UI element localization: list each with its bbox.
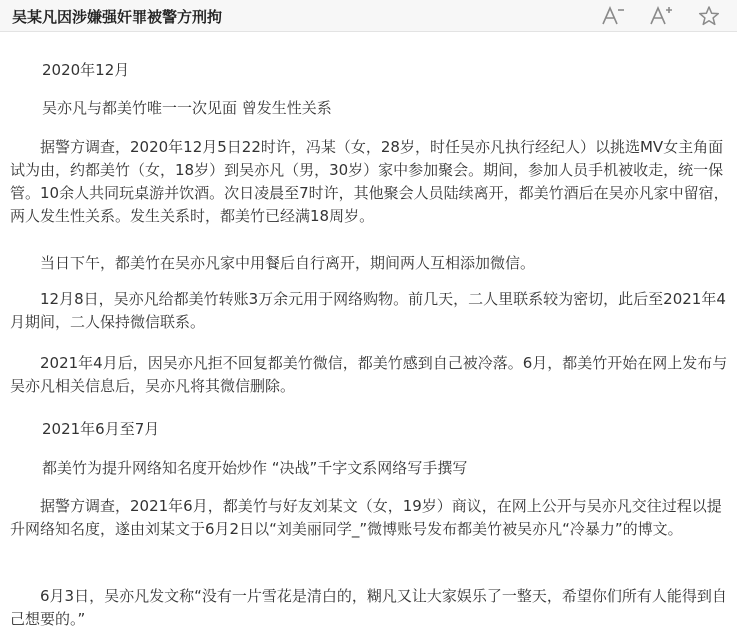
toolbar [599,4,723,28]
section-subtitle: 吴亦凡与都美竹唯一一次见面 曾发生性关系 [42,99,332,117]
section-subtitle: 都美竹为提升网络知名度开始炒作 “决战”千字文系网络写手撰写 [42,459,468,477]
section-date: 2020年12月 [42,61,130,79]
star-icon[interactable] [695,4,723,28]
paragraph: 12月8日，吴亦凡给都美竹转账3万余元用于网络购物。前几天，二人里联系较为密切，此后至2021年4月期间，二人保持微信联系。 [10,290,726,331]
paragraph: 6月3日，吴亦凡发文称“没有一片雪花是清白的，糊凡又让大家娱乐了一整天，希望你们所有人能得到自己想要的。” [10,587,727,628]
paragraph: 据警方调查，2020年12月5日22时许，冯某（女，28岁，时任吴亦凡执行经纪人）以挑选MV女主角面试为由，约都美竹（女，18岁）到吴亦凡（男，30岁）家中参加聚会。期间，参加人员手机被收走，统一保管。10余人共同玩桌游并饮酒。次日凌晨至7时许，其他聚会人员陆续离开，都美竹酒后在吴亦凡家中留宿，两人发生性关系。发生关系时，都美竹已经满18周岁。 [10,138,729,225]
paragraph: 当日下午，都美竹在吴亦凡家中用餐后自行离开，期间两人互相添加微信。 [40,254,536,272]
font-increase-icon[interactable] [647,4,675,28]
paragraph: 2021年4月后，因吴亦凡拒不回复都美竹微信，都美竹感到自己被冷落。6月，都美竹开始在网上发布与吴亦凡相关信息后，吴亦凡将其微信删除。 [10,354,728,395]
article-title: 吴某凡因涉嫌强奸罪被警方刑拘 [12,8,223,26]
font-decrease-icon[interactable] [599,4,627,28]
paragraph: 据警方调查，2021年6月，都美竹与好友刘某文（女，19岁）商议，在网上公开与吴亦凡交往过程以提升网络知名度，遂由刘某文于6月2日以“刘美丽同学_”微博账号发布都美竹被吴亦凡“冷暴力”的博文。 [10,497,722,538]
section-date: 2021年6月至7月 [42,420,160,438]
article-body [0,33,737,643]
title-bar [0,0,737,32]
